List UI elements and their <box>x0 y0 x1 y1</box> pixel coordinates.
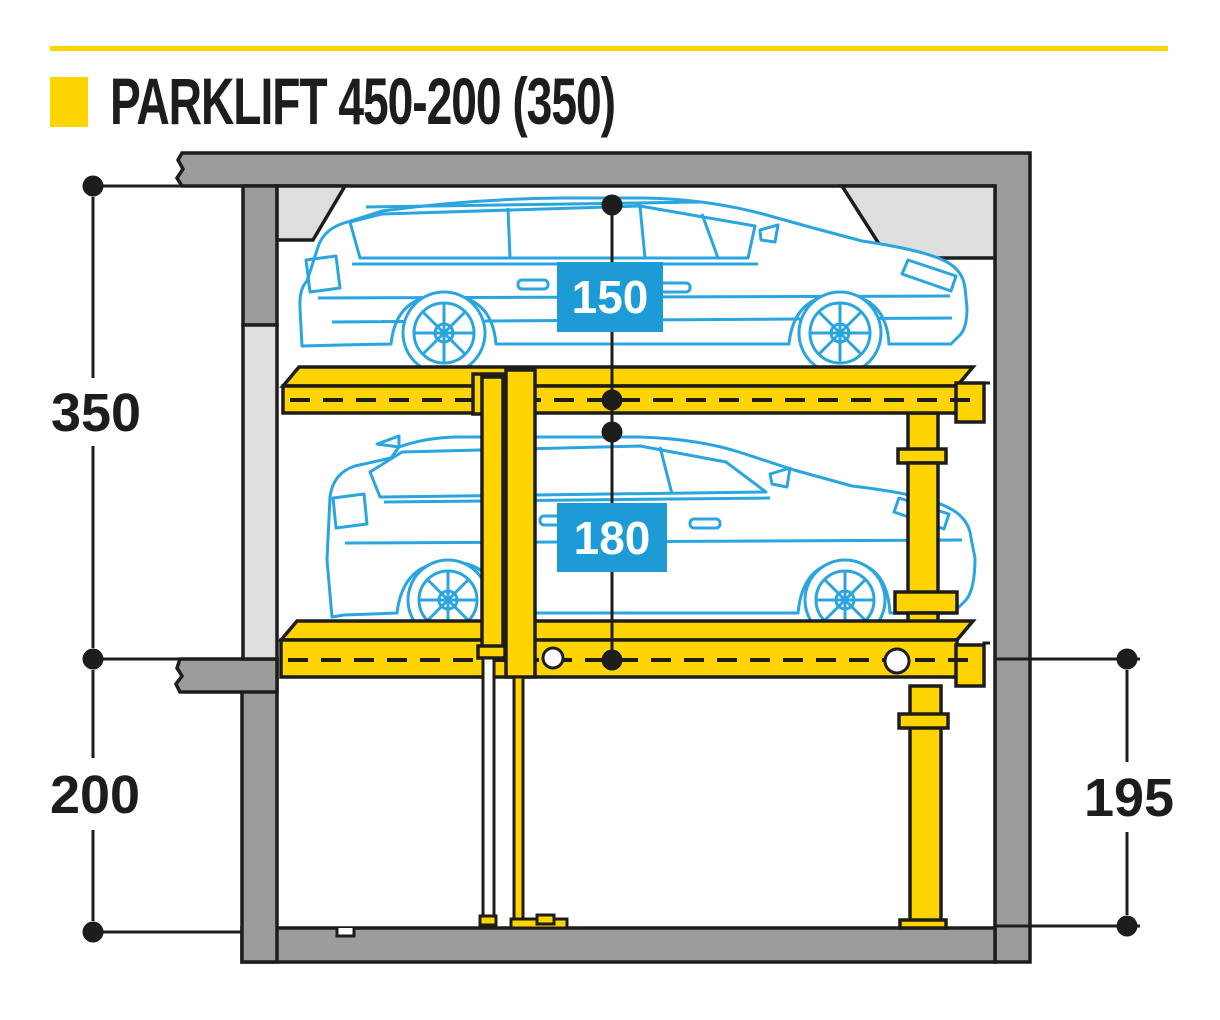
lower-platform-roller-right <box>885 649 909 673</box>
piston-rod <box>483 658 494 918</box>
dim-350-value: 350 <box>50 383 142 443</box>
upper-platform-end-block <box>956 383 984 422</box>
page-title: PARKLIFT 450-200 (350) <box>110 64 615 138</box>
cylinder-gland <box>478 646 505 658</box>
right-column-lower <box>899 686 948 928</box>
piston-rod-foot <box>480 916 496 925</box>
dim-200-value: 200 <box>49 765 141 825</box>
upper-car-front-wheel <box>799 292 881 374</box>
floor-notch <box>337 928 354 936</box>
lower-platform <box>281 621 990 686</box>
upper-platform-end-tick <box>984 383 990 394</box>
lower-platform-top-face <box>281 621 973 640</box>
left-wall-lower <box>243 325 277 659</box>
lower-platform-end-tick <box>984 643 990 654</box>
badge-150-value: 150 <box>571 271 649 323</box>
left-pit-wall <box>242 659 277 962</box>
lower-platform-end-block <box>956 645 984 686</box>
lower-car-spoiler <box>377 436 399 447</box>
upper-platform-top-face <box>283 367 973 386</box>
ground-slab-left <box>176 659 277 692</box>
dim-195-value: 195 <box>1083 768 1175 828</box>
mast-base-block <box>537 915 554 924</box>
mast-lower-rod <box>514 677 523 921</box>
upper-car-rear-wheel <box>403 292 485 374</box>
left-wall-upper <box>243 186 277 325</box>
upper-platform <box>283 367 990 422</box>
hydraulic-cylinder <box>482 377 503 650</box>
lower-platform-roller-left <box>543 648 563 668</box>
center-mast <box>506 370 535 677</box>
badge-180-value: 180 <box>573 512 651 564</box>
